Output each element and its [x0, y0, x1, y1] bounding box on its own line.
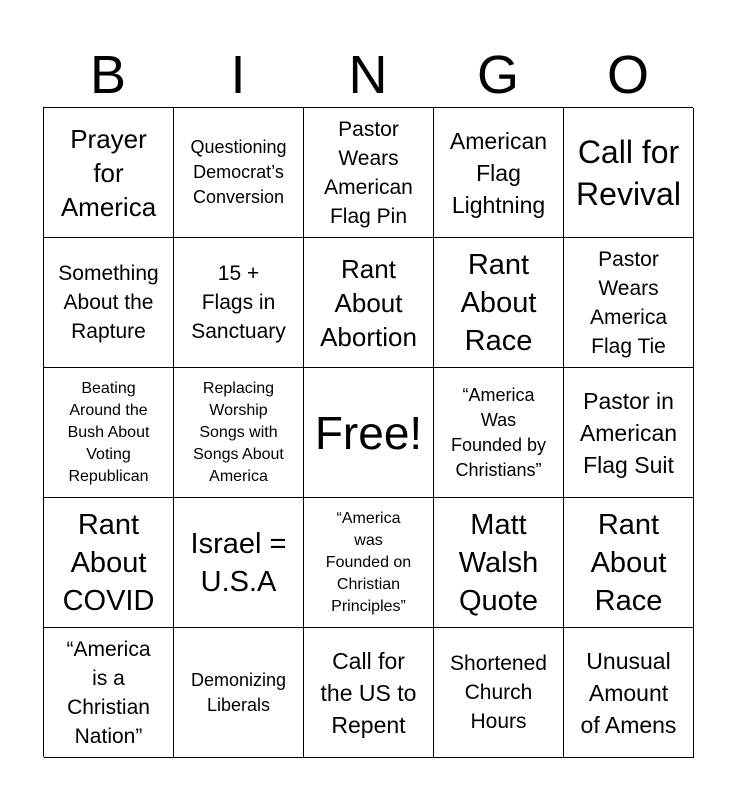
bingo-cell[interactable] — [304, 498, 434, 628]
cell-label: Rant About Race — [590, 508, 667, 617]
cell-label: “America is a Christian Nation” — [66, 637, 151, 748]
bingo-cell[interactable] — [564, 368, 694, 498]
cell-label: Pastor in American Flag Suit — [579, 387, 678, 478]
bingo-cell[interactable] — [174, 368, 304, 498]
bingo-cell[interactable] — [304, 628, 434, 758]
bingo-cell[interactable] — [564, 108, 694, 238]
bingo-cell[interactable] — [434, 628, 564, 758]
bingo-cell[interactable] — [44, 238, 174, 368]
bingo-cell[interactable] — [174, 238, 304, 368]
bingo-cell[interactable] — [434, 498, 564, 628]
cell-label: Shortened Church Hours — [450, 652, 547, 733]
bingo-cell[interactable] — [44, 368, 174, 498]
cell-label: Call for Revival — [576, 133, 681, 212]
cell-label: 15 + Flags in Sanctuary — [191, 262, 286, 343]
cell-label: Israel = U.S.A — [190, 527, 287, 598]
cell-label: Pastor Wears America Flag Tie — [589, 247, 668, 358]
cell-label: Call for the US to Repent — [320, 647, 417, 738]
cell-label: Demonizing Liberals — [190, 669, 287, 715]
bingo-cell[interactable] — [304, 108, 434, 238]
cell-label: Something About the Rapture — [58, 262, 159, 343]
cell-label: Questioning Democrat’s Conversion — [190, 137, 287, 207]
bingo-cell[interactable] — [44, 108, 174, 238]
cell-label: “America Was Founded by Christians” — [450, 384, 547, 480]
header-letter-g: G — [476, 45, 519, 105]
bingo-header — [43, 44, 693, 106]
header-letter-b: B — [89, 45, 127, 105]
bingo-cell[interactable] — [174, 108, 304, 238]
bingo-cell[interactable] — [44, 498, 174, 628]
bingo-cell[interactable] — [564, 238, 694, 368]
cell-label: Unusual Amount of Amens — [580, 647, 677, 738]
cell-label: Rant About Race — [460, 248, 537, 357]
bingo-cell[interactable] — [304, 238, 434, 368]
free-space-label: Free! — [314, 406, 423, 459]
cell-label: Matt Walsh Quote — [458, 508, 539, 617]
bingo-cell[interactable] — [434, 238, 564, 368]
header-letter-o: O — [606, 45, 649, 105]
bingo-cell[interactable] — [564, 498, 694, 628]
cell-label: American Flag Lightning — [449, 127, 548, 218]
cell-label: “America was Founded on Christian Principles” — [325, 509, 412, 615]
bingo-cell[interactable] — [174, 498, 304, 628]
bingo-cell[interactable] — [434, 368, 564, 498]
cell-label: Pastor Wears American Flag Pin — [324, 117, 413, 228]
free-space[interactable] — [304, 368, 434, 498]
cell-label: Prayer for America — [60, 123, 157, 222]
bingo-cell[interactable] — [174, 628, 304, 758]
cell-label: Rant About COVID — [62, 508, 155, 617]
bingo-cell[interactable] — [434, 108, 564, 238]
header-letter-i: I — [230, 45, 246, 105]
header-letter-n: N — [348, 45, 388, 105]
bingo-cell[interactable] — [564, 628, 694, 758]
cell-label: Rant About Abortion — [320, 253, 417, 352]
cell-label: Replacing Worship Songs with Songs About America — [193, 379, 284, 485]
bingo-cell[interactable] — [44, 628, 174, 758]
cell-label: Beating Around the Bush About Voting Republican — [67, 379, 150, 485]
bingo-board — [43, 107, 693, 757]
